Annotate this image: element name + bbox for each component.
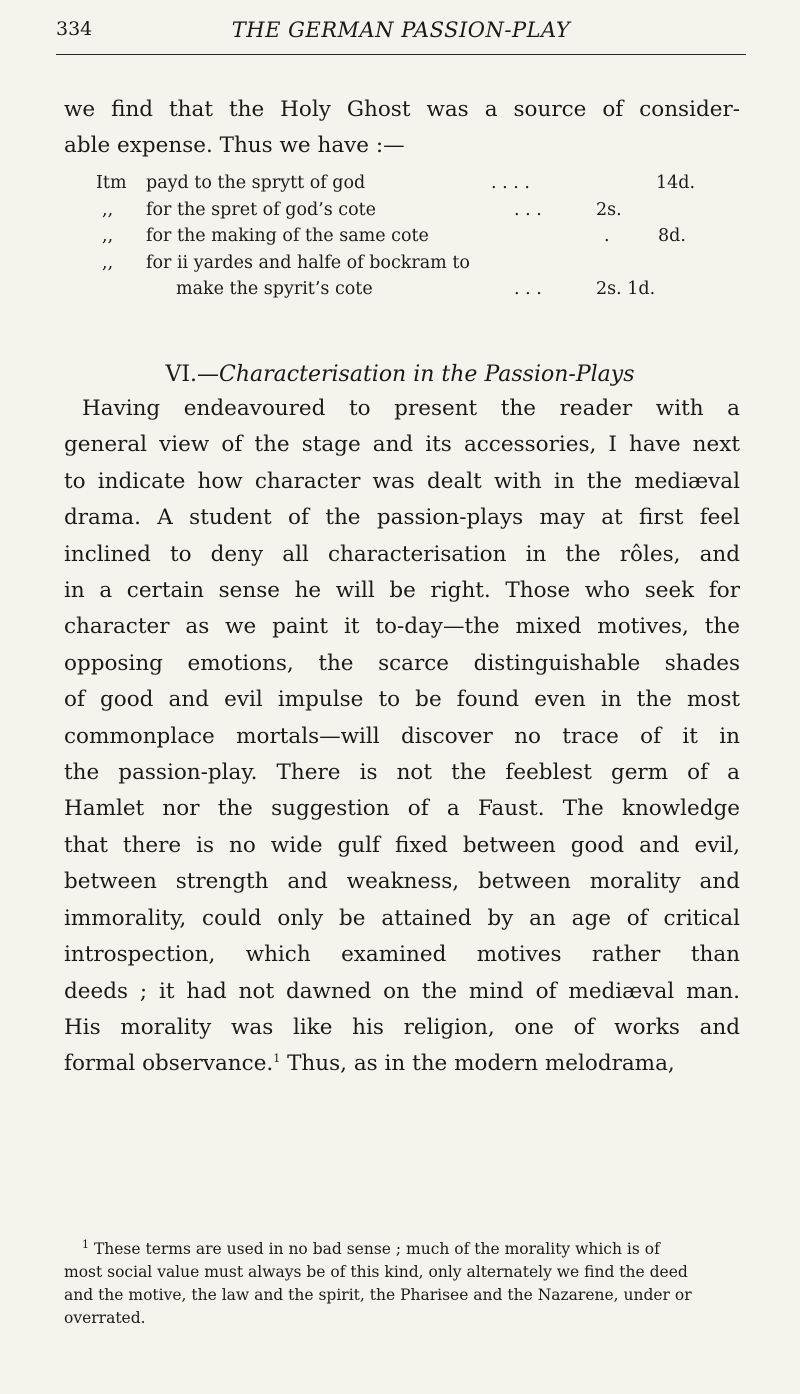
body-line: formal observance.	[64, 1051, 274, 1077]
page-number: 334	[56, 18, 93, 40]
body-paragraph	[64, 391, 740, 1083]
body-line: that there is no wide gulf fixed between good and evil,	[64, 832, 740, 858]
body-line: in a certain sense he will be right. Those who seek for	[64, 578, 740, 604]
body-line: Thus, as in the modern melodrama,	[287, 1051, 675, 1077]
account-leader-dots: .	[604, 226, 610, 246]
account-entry	[96, 197, 716, 224]
body-line: general view of the stage and its accessories, I have next	[64, 432, 740, 458]
body-line: drama. A student of the passion-plays may at first feel	[64, 505, 740, 531]
body-line: Having endeavoured to present the reader with a	[82, 396, 740, 421]
account-text: for ii yardes and halfe of bockram to	[146, 252, 470, 273]
body-line-last	[64, 1046, 740, 1082]
footnote	[64, 1238, 740, 1330]
body-line: immorality, could only be attained by an age of critical	[64, 905, 740, 931]
account-entry	[96, 223, 716, 250]
intro-line: able expense. Thus we have :—	[64, 133, 405, 158]
section-heading	[0, 362, 800, 387]
footnote-reference: 1	[273, 1052, 281, 1066]
account-amount: 14d.	[656, 173, 696, 193]
body-line: commonplace mortals—will discover no trace of it in	[64, 723, 740, 749]
body-line: His morality was like his religion, one of works and	[64, 1014, 740, 1040]
account-amount: 8d.	[658, 226, 686, 246]
footnote-line: most social value must always be of this kind, only alternately we find the deed	[64, 1263, 688, 1281]
account-text: for the making of the same cote	[146, 226, 429, 246]
account-amount: 2s. 1d.	[596, 279, 656, 299]
footnote-line: overrated.	[64, 1309, 146, 1327]
section-title: Characterisation in the Passion-Plays	[219, 362, 635, 387]
account-text: for the spret of god’s cote	[146, 199, 377, 220]
body-line: Hamlet nor the suggestion of a Faust. The knowledge	[64, 796, 740, 822]
body-line: inclined to deny all characterisation in the rôles, and	[64, 541, 740, 567]
intro-line: we find that the Holy Ghost was a source of consider-	[64, 97, 740, 122]
account-lead: ,,	[102, 252, 114, 273]
running-title: THE GERMAN PASSION-PLAY	[231, 18, 571, 42]
body-line: between strength and weakness, between morality and	[64, 869, 740, 895]
account-entry	[96, 250, 716, 277]
section-number: VI.—	[165, 362, 220, 387]
body-line: deeds ; it had not dawned on the mind of mediæval man.	[64, 978, 740, 1004]
footnote-line: and the motive, the law and the spirit, the Pharisee and the Nazarene, under or	[64, 1286, 692, 1304]
header-rule	[56, 54, 746, 55]
accounts-list	[96, 170, 716, 303]
account-entry	[96, 276, 716, 303]
body-line: introspection, which examined motives rather than	[64, 942, 740, 968]
account-lead: ,,	[102, 199, 114, 220]
footnote-text: These terms are used in no bad sense ; much of the morality which is of	[93, 1240, 660, 1258]
account-leader-dots: . . .	[514, 199, 542, 220]
body-line: of good and evil impulse to be found even in the most	[64, 687, 740, 713]
account-text: make the spyrit’s cote	[176, 279, 373, 299]
account-leader-dots: . . . .	[491, 173, 530, 193]
account-entry	[96, 170, 716, 197]
account-amount: 2s.	[596, 199, 622, 220]
footnote-mark: 1	[82, 1237, 89, 1251]
account-lead: Itm	[96, 173, 127, 193]
body-line: the passion-play. There is not the feeblest germ of a	[64, 760, 740, 786]
account-text: payd to the sprytt of god	[146, 173, 366, 193]
body-line: character as we paint it to-day—the mixed motives, the	[64, 614, 740, 640]
intro-paragraph	[64, 92, 740, 164]
account-lead: ,,	[102, 226, 114, 246]
body-line: to indicate how character was dealt with in the mediæval	[64, 468, 740, 494]
body-line: opposing emotions, the scarce distinguishable shades	[64, 650, 740, 676]
footnote-line	[64, 1238, 740, 1261]
page-header	[56, 18, 746, 48]
account-leader-dots: . . .	[514, 279, 542, 299]
